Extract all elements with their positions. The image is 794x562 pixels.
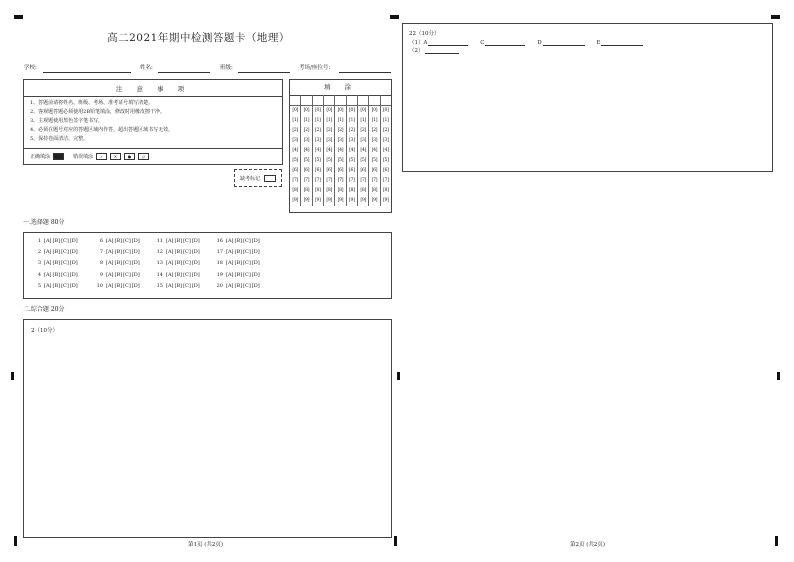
- choice-bubble[interactable]: [A]: [166, 282, 174, 289]
- choice-bubble[interactable]: [B]: [114, 238, 123, 244]
- name-label: 姓名:: [140, 65, 153, 71]
- fill-bubble[interactable]: [4]: [382, 148, 389, 153]
- class-field[interactable]: [238, 72, 290, 73]
- seat-field[interactable]: [339, 72, 391, 73]
- choice-item: [214, 272, 261, 278]
- fill-bubble[interactable]: [9]: [292, 198, 298, 203]
- choice-bubble[interactable]: [A]: [44, 260, 52, 267]
- section1-title: 一.选择题 80分: [23, 219, 65, 226]
- q21-label: 2（10分）: [31, 328, 58, 334]
- choice-item: [154, 238, 201, 244]
- fill-bubble[interactable]: [2]: [292, 128, 298, 133]
- choice-bubble[interactable]: [D]: [251, 249, 260, 256]
- fill-bubble[interactable]: [7]: [360, 178, 366, 183]
- choice-item: [154, 283, 201, 289]
- registration-mark: [771, 15, 780, 19]
- choice-item: [32, 260, 79, 266]
- choice-bubble[interactable]: [A]: [106, 238, 114, 244]
- fill-bubble[interactable]: [8]: [303, 188, 310, 193]
- q22-blank-label: C: [480, 40, 485, 46]
- choice-item: [32, 238, 79, 244]
- question-number: 7: [99, 249, 103, 256]
- fill-bubble[interactable]: [7]: [349, 178, 355, 183]
- page-title: 高二2021年期中检测答题卡（地理）: [107, 32, 290, 44]
- fill-bubble[interactable]: [2]: [382, 128, 389, 133]
- choice-bubble[interactable]: [A]: [226, 238, 234, 244]
- absent-mark-label: 缺考标记: [239, 175, 260, 182]
- fill-bubble[interactable]: [1]: [382, 118, 389, 123]
- q22-blank-2[interactable]: [425, 53, 459, 54]
- choice-bubble[interactable]: [C]: [183, 238, 191, 244]
- fill-bubble[interactable]: [5]: [382, 158, 389, 163]
- choice-bubble[interactable]: [A]: [44, 249, 52, 256]
- choice-bubble[interactable]: [D]: [131, 260, 140, 267]
- question-number: 15: [156, 282, 163, 289]
- fill-bubble[interactable]: [2]: [371, 128, 378, 133]
- name-field[interactable]: [158, 72, 210, 73]
- wrong-mark-cross-icon: ✕: [110, 153, 121, 160]
- fill-bubble[interactable]: [6]: [349, 168, 355, 173]
- fill-bubble[interactable]: [5]: [349, 158, 355, 163]
- fill-bubble[interactable]: [1]: [371, 118, 378, 123]
- registration-mark: [394, 536, 397, 546]
- fill-bubble[interactable]: [2]: [326, 128, 332, 133]
- choice-item: [214, 283, 261, 289]
- choice-bubble[interactable]: [C]: [61, 271, 69, 278]
- choice-bubble[interactable]: [C]: [183, 260, 191, 267]
- fill-bubble[interactable]: [8]: [337, 188, 344, 193]
- choice-bubble[interactable]: [C]: [183, 271, 191, 278]
- fill-grid-write-cell[interactable]: [313, 95, 323, 106]
- question-number: 13: [156, 260, 163, 267]
- choice-item: [32, 272, 79, 278]
- question-number: 6: [99, 238, 103, 244]
- q22-part2-label: （2）: [409, 48, 424, 54]
- fill-bubble[interactable]: [9]: [303, 198, 310, 203]
- choice-bubble[interactable]: [D]: [191, 282, 200, 289]
- choice-bubble[interactable]: [A]: [106, 260, 114, 267]
- fill-bubble[interactable]: [0]: [315, 108, 321, 113]
- choice-item: [32, 283, 79, 289]
- fill-grid-column: [324, 95, 335, 206]
- fill-bubble[interactable]: [3]: [292, 138, 298, 143]
- fill-grid-column: [347, 95, 358, 206]
- choice-bubble[interactable]: [A]: [226, 271, 234, 278]
- choice-bubble[interactable]: [D]: [69, 260, 78, 267]
- choice-bubble[interactable]: [D]: [69, 238, 78, 244]
- fill-bubble[interactable]: [3]: [326, 138, 332, 143]
- choice-bubble[interactable]: [A]: [226, 282, 234, 289]
- question-number: 4: [37, 271, 41, 278]
- fill-bubble[interactable]: [9]: [360, 198, 366, 203]
- fill-bubble[interactable]: [7]: [382, 178, 389, 183]
- choice-item: [94, 249, 141, 255]
- choice-bubble[interactable]: [D]: [131, 249, 140, 256]
- fill-bubble[interactable]: [2]: [315, 128, 321, 133]
- fill-bubble[interactable]: [3]: [360, 138, 366, 143]
- question-number: 17: [216, 249, 223, 256]
- fill-bubble[interactable]: [5]: [371, 158, 378, 163]
- page2-footer: 第2页 (共2页): [570, 542, 606, 548]
- fill-bubble[interactable]: [8]: [315, 188, 321, 193]
- q22-part1-label: （1）A: [409, 40, 428, 46]
- question-number: 11: [156, 238, 163, 244]
- fill-bubble[interactable]: [7]: [337, 178, 344, 183]
- choice-bubble[interactable]: [A]: [166, 238, 174, 244]
- choice-bubble[interactable]: [D]: [69, 282, 78, 289]
- question-number: 5: [37, 282, 41, 289]
- class-label: 班级:: [220, 65, 233, 71]
- choice-bubble[interactable]: [C]: [183, 249, 191, 256]
- fill-bubble[interactable]: [9]: [382, 198, 389, 203]
- fill-bubble[interactable]: [0]: [382, 108, 389, 113]
- choice-bubble[interactable]: [D]: [131, 238, 140, 244]
- school-label: 学校:: [24, 65, 37, 71]
- question-number: 3: [37, 260, 41, 267]
- registration-mark: [14, 536, 17, 546]
- choice-bubble[interactable]: [D]: [251, 271, 260, 278]
- choice-bubble[interactable]: [D]: [69, 271, 78, 278]
- fill-bubble[interactable]: [8]: [326, 188, 332, 193]
- registration-mark: [390, 15, 399, 19]
- fill-bubble[interactable]: [2]: [337, 128, 344, 133]
- fill-grid-column: [301, 95, 312, 206]
- fill-grid-column: [290, 95, 301, 206]
- choice-bubble[interactable]: [C]: [183, 282, 191, 289]
- choice-bubble[interactable]: [B]: [174, 271, 183, 278]
- choice-bubble[interactable]: [B]: [234, 282, 243, 289]
- fill-bubble[interactable]: [5]: [303, 158, 310, 163]
- fill-bubble[interactable]: [1]: [349, 118, 355, 123]
- choice-bubble[interactable]: [A]: [106, 271, 114, 278]
- choice-bubble[interactable]: [B]: [114, 249, 123, 256]
- fill-bubble[interactable]: [5]: [292, 158, 298, 163]
- fill-grid-write-cell[interactable]: [324, 95, 334, 106]
- fill-bubble[interactable]: [9]: [371, 198, 378, 203]
- fill-bubble[interactable]: [2]: [303, 128, 310, 133]
- question-number: 12: [156, 249, 163, 256]
- fill-bubble[interactable]: [2]: [360, 128, 366, 133]
- fill-bubble[interactable]: [8]: [382, 188, 389, 193]
- fill-bubble[interactable]: [1]: [292, 118, 298, 123]
- fill-bubble[interactable]: [7]: [371, 178, 378, 183]
- fill-grid-write-cell[interactable]: [358, 95, 368, 106]
- q22-answer-box[interactable]: [402, 23, 773, 172]
- choice-bubble[interactable]: [B]: [234, 249, 243, 256]
- fill-bubble[interactable]: [1]: [326, 118, 332, 123]
- note-line: 4、必须在题号对应的答题区域内作答，超出答题区域书写无效。: [30, 127, 174, 133]
- fill-bubble[interactable]: [8]: [360, 188, 366, 193]
- question-number: 9: [99, 271, 103, 278]
- choice-bubble[interactable]: [A]: [106, 282, 114, 289]
- choice-bubble[interactable]: [B]: [52, 271, 61, 278]
- fill-bubble[interactable]: [4]: [360, 148, 366, 153]
- choice-bubble[interactable]: [D]: [191, 238, 200, 244]
- q22-blank-label: E: [596, 40, 601, 46]
- choice-bubble[interactable]: [C]: [243, 282, 251, 289]
- fill-bubble[interactable]: [5]: [360, 158, 366, 163]
- fill-bubble[interactable]: [0]: [303, 108, 310, 113]
- choice-bubble[interactable]: [C]: [123, 249, 131, 256]
- fill-bubble[interactable]: [3]: [382, 138, 389, 143]
- registration-mark: [777, 372, 780, 380]
- note-line: 1、答题前请将姓名、班级、考场、准考证号填写清楚。: [30, 100, 154, 106]
- fill-bubble[interactable]: [4]: [349, 148, 355, 153]
- fill-bubble[interactable]: [5]: [326, 158, 332, 163]
- q21-answer-box[interactable]: [23, 319, 392, 538]
- choice-bubble[interactable]: [D]: [251, 238, 260, 244]
- wrong-mark-dot-icon: ●: [124, 153, 135, 160]
- choice-bubble[interactable]: [B]: [114, 260, 123, 267]
- choice-bubble[interactable]: [A]: [166, 249, 174, 256]
- question-number: 14: [156, 271, 163, 278]
- fill-grid-column: [335, 95, 346, 206]
- choice-bubble[interactable]: [C]: [123, 271, 131, 278]
- fill-bubble[interactable]: [6]: [303, 168, 310, 173]
- fill-bubble[interactable]: [7]: [303, 178, 310, 183]
- choice-item: [94, 283, 141, 289]
- choice-bubble[interactable]: [B]: [174, 249, 183, 256]
- question-number: 10: [96, 282, 103, 289]
- choice-bubble[interactable]: [D]: [191, 260, 200, 267]
- fill-bubble[interactable]: [0]: [337, 108, 344, 113]
- choice-bubble[interactable]: [A]: [226, 249, 234, 256]
- fill-grid-write-cell[interactable]: [381, 95, 391, 106]
- choice-bubble[interactable]: [B]: [114, 282, 123, 289]
- choice-bubble[interactable]: [A]: [106, 249, 114, 256]
- fill-grid-column: [313, 95, 324, 206]
- fill-bubble[interactable]: [6]: [337, 168, 344, 173]
- correct-fill-label: 正确填涂: [30, 154, 51, 160]
- choice-bubble[interactable]: [A]: [44, 238, 52, 244]
- registration-mark: [14, 15, 23, 19]
- choice-bubble[interactable]: [A]: [166, 271, 174, 278]
- choice-bubble[interactable]: [B]: [234, 238, 243, 244]
- choice-bubble[interactable]: [B]: [52, 238, 61, 244]
- question-number: 19: [216, 271, 223, 278]
- choice-item: [214, 260, 261, 266]
- fill-bubble[interactable]: [6]: [382, 168, 389, 173]
- wrong-fill-label: 错误填涂: [73, 154, 94, 160]
- choice-bubble[interactable]: [B]: [52, 249, 61, 256]
- fill-bubble[interactable]: [8]: [349, 188, 355, 193]
- choice-item: [154, 260, 201, 266]
- choice-item: [94, 272, 141, 278]
- choice-bubble[interactable]: [C]: [123, 282, 131, 289]
- fill-bubble[interactable]: [3]: [315, 138, 321, 143]
- choice-item: [32, 249, 79, 255]
- fill-bubble[interactable]: [1]: [360, 118, 366, 123]
- choice-bubble[interactable]: [C]: [243, 271, 251, 278]
- choice-bubble[interactable]: [B]: [234, 260, 243, 267]
- q22-blank-d[interactable]: [543, 45, 585, 46]
- fill-grid-column: [358, 95, 369, 206]
- fill-bubble[interactable]: [4]: [292, 148, 298, 153]
- notes-title: 注 意 事 项: [24, 80, 282, 97]
- q22-part1: [409, 38, 643, 46]
- note-line: 5、保持卷面清洁、完整。: [30, 136, 89, 142]
- choice-bubble[interactable]: [B]: [52, 260, 61, 267]
- question-number: 1: [37, 238, 41, 244]
- choice-box: [23, 232, 392, 299]
- choice-bubble[interactable]: [C]: [61, 238, 69, 244]
- page1-footer: 第1页 (共2页): [188, 542, 224, 548]
- choice-item: [214, 238, 261, 244]
- notes-box: [23, 79, 283, 165]
- fill-bubble[interactable]: [7]: [315, 178, 321, 183]
- fill-grid-column: [369, 95, 380, 206]
- q22-blank-c[interactable]: [485, 45, 525, 46]
- fill-grid: [289, 79, 392, 213]
- fill-grid-write-cell[interactable]: [347, 95, 357, 106]
- fill-bubble[interactable]: [7]: [292, 178, 298, 183]
- fill-bubble[interactable]: [0]: [360, 108, 366, 113]
- fill-bubble[interactable]: [9]: [349, 198, 355, 203]
- choice-bubble[interactable]: [C]: [243, 238, 251, 244]
- fill-bubble[interactable]: [1]: [315, 118, 321, 123]
- fill-bubble[interactable]: [6]: [360, 168, 366, 173]
- choice-bubble[interactable]: [C]: [123, 238, 131, 244]
- q22-blank-e[interactable]: [601, 45, 643, 46]
- fill-bubble[interactable]: [6]: [315, 168, 321, 173]
- choice-item: [94, 238, 141, 244]
- registration-mark: [397, 372, 400, 380]
- wrong-mark-slash-icon: //: [138, 153, 149, 160]
- fill-bubble[interactable]: [7]: [326, 178, 332, 183]
- fill-bubble[interactable]: [0]: [371, 108, 378, 113]
- fill-bubble[interactable]: [3]: [349, 138, 355, 143]
- fill-grid-write-cell[interactable]: [335, 95, 345, 106]
- q22-blank-label: D: [537, 40, 542, 46]
- fill-bubble[interactable]: [8]: [371, 188, 378, 193]
- question-number: 2: [37, 249, 41, 256]
- choice-bubble[interactable]: [A]: [44, 271, 52, 278]
- fill-bubble[interactable]: [9]: [337, 198, 344, 203]
- choice-bubble[interactable]: [B]: [114, 271, 123, 278]
- choice-bubble[interactable]: [B]: [52, 282, 61, 289]
- choice-item: [94, 260, 141, 266]
- fill-grid-column: [381, 95, 391, 206]
- fill-grid-write-cell[interactable]: [301, 95, 311, 106]
- choice-bubble[interactable]: [A]: [226, 260, 234, 267]
- question-number: 16: [216, 238, 223, 244]
- choice-bubble[interactable]: [B]: [174, 238, 183, 244]
- registration-mark: [775, 536, 778, 546]
- fill-legend: [30, 153, 149, 160]
- fill-bubble[interactable]: [9]: [315, 198, 321, 203]
- choice-bubble[interactable]: [C]: [243, 249, 251, 256]
- note-line: 2、客观题答题必须使用2B铅笔填涂，修改时用橡皮擦干净。: [30, 109, 166, 115]
- question-number: 18: [216, 260, 223, 267]
- note-line: 3、主观题使用黑色签字笔书写。: [30, 118, 104, 124]
- choice-bubble[interactable]: [C]: [123, 260, 131, 267]
- fill-bubble[interactable]: [6]: [326, 168, 332, 173]
- fill-grid-write-cell[interactable]: [369, 95, 379, 106]
- q22-part2: [409, 46, 459, 54]
- correct-fill-sample: [53, 153, 64, 160]
- choice-item: [154, 272, 201, 278]
- choice-bubble[interactable]: [D]: [131, 282, 140, 289]
- fill-bubble[interactable]: [0]: [326, 108, 332, 113]
- fill-bubble[interactable]: [2]: [349, 128, 355, 133]
- fill-bubble[interactable]: [3]: [371, 138, 378, 143]
- choice-bubble[interactable]: [C]: [243, 260, 251, 267]
- seat-label: 考场/座位号:: [299, 65, 331, 71]
- choice-bubble[interactable]: [D]: [251, 260, 260, 267]
- q22-label: 22（10分）: [409, 31, 440, 37]
- choice-bubble[interactable]: [C]: [61, 260, 69, 267]
- fill-bubble[interactable]: [4]: [303, 148, 310, 153]
- fill-grid-title: 填 涂: [290, 80, 391, 96]
- fill-bubble[interactable]: [8]: [292, 188, 298, 193]
- fill-bubble[interactable]: [0]: [349, 108, 355, 113]
- school-field[interactable]: [43, 72, 131, 73]
- question-number: 20: [216, 282, 223, 289]
- choice-bubble[interactable]: [C]: [61, 282, 69, 289]
- choice-item: [154, 249, 201, 255]
- fill-bubble[interactable]: [3]: [303, 138, 310, 143]
- choice-bubble[interactable]: [D]: [191, 271, 200, 278]
- fill-bubble[interactable]: [3]: [337, 138, 344, 143]
- fill-grid-write-cell[interactable]: [290, 95, 300, 106]
- fill-bubble[interactable]: [0]: [292, 108, 298, 113]
- fill-bubble[interactable]: [1]: [303, 118, 310, 123]
- choice-bubble[interactable]: [B]: [174, 282, 183, 289]
- absent-mark-box[interactable]: [234, 169, 282, 187]
- registration-mark: [11, 372, 14, 380]
- section2-title: 二.综合题 20分: [23, 306, 65, 313]
- choice-bubble[interactable]: [D]: [251, 282, 260, 289]
- fill-bubble[interactable]: [5]: [337, 158, 344, 163]
- fill-bubble[interactable]: [4]: [326, 148, 332, 153]
- fill-bubble[interactable]: [9]: [326, 198, 332, 203]
- fill-bubble[interactable]: [1]: [337, 118, 344, 123]
- fill-bubble[interactable]: [4]: [371, 148, 378, 153]
- choice-bubble[interactable]: [D]: [131, 271, 140, 278]
- fill-bubble[interactable]: [4]: [315, 148, 321, 153]
- choice-bubble[interactable]: [B]: [174, 260, 183, 267]
- choice-item: [214, 249, 261, 255]
- wrong-mark-check-icon: ✓: [96, 153, 107, 160]
- fill-bubble[interactable]: [5]: [315, 158, 321, 163]
- absent-mark-checkbox[interactable]: [264, 175, 276, 182]
- fill-bubble[interactable]: [6]: [371, 168, 378, 173]
- choice-bubble[interactable]: [A]: [166, 260, 174, 267]
- fill-bubble[interactable]: [6]: [292, 168, 298, 173]
- choice-bubble[interactable]: [C]: [61, 249, 69, 256]
- choice-bubble[interactable]: [D]: [191, 249, 200, 256]
- question-number: 8: [99, 260, 103, 267]
- choice-bubble[interactable]: [A]: [44, 282, 52, 289]
- fill-bubble[interactable]: [4]: [337, 148, 344, 153]
- choice-bubble[interactable]: [B]: [234, 271, 243, 278]
- choice-bubble[interactable]: [D]: [69, 249, 78, 256]
